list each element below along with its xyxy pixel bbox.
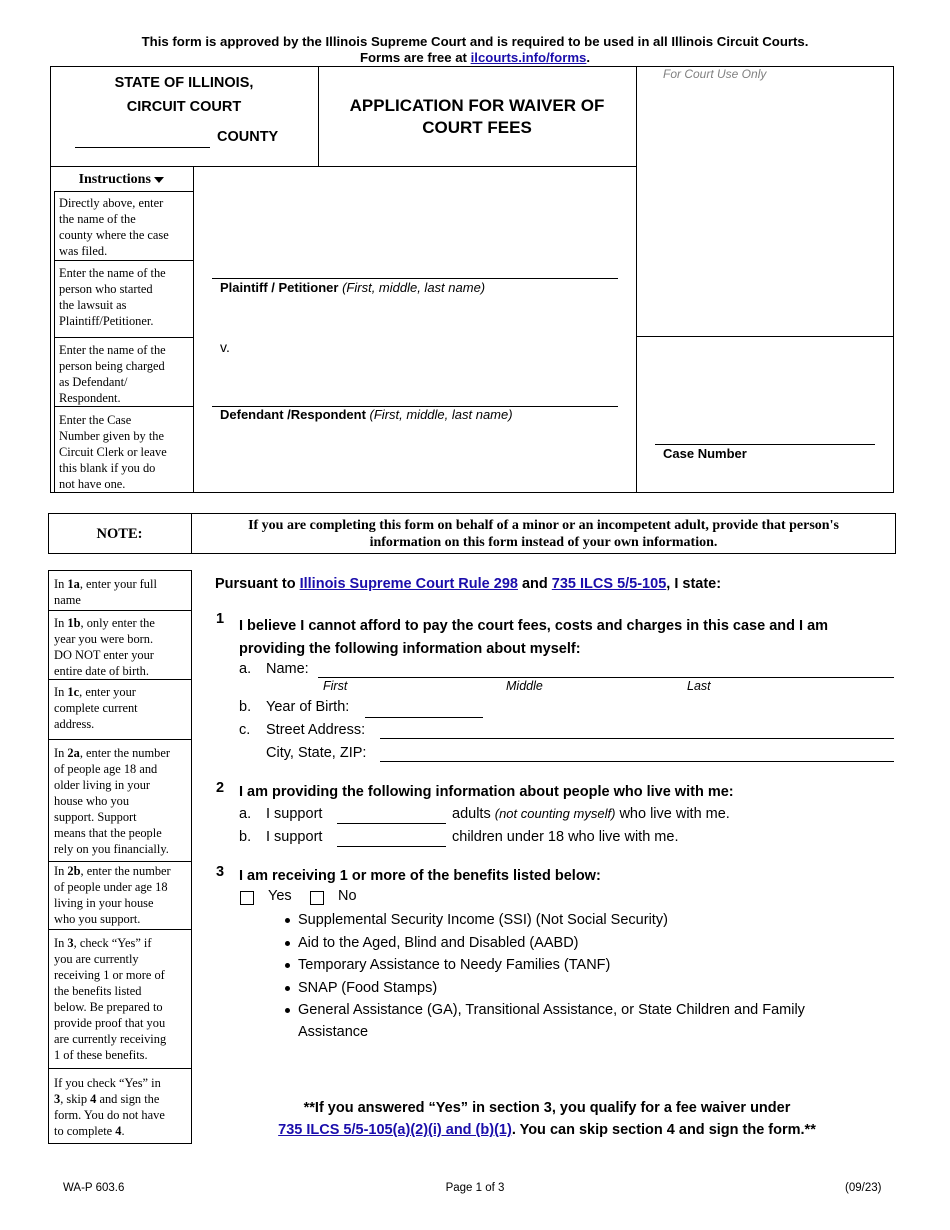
instructions-heading — [50, 172, 193, 188]
item-1c-letter: c. — [239, 722, 251, 738]
page-number: Page 1 of 3 — [445, 1182, 505, 1194]
city-state-zip-field[interactable] — [380, 761, 894, 762]
plaintiff-field[interactable] — [212, 278, 618, 279]
benefit-ssi: Supplemental Security Income (SSI) (Not Social Security) — [298, 912, 668, 928]
benefit-aabd: Aid to the Aged, Blind and Disabled (AABD) — [298, 935, 579, 951]
bullet-icon — [285, 963, 290, 968]
children-suffix: children under 18 who live with me. — [452, 829, 679, 845]
item-2a-letter: a. — [239, 806, 252, 822]
case-number-label: Case Number — [663, 446, 747, 461]
form-title — [318, 95, 636, 139]
last-name-caption: Last — [687, 679, 711, 693]
section-3-number: 3 — [216, 864, 225, 880]
instruction-case-number: Enter the Case Number given by the Circuit Clerk or leave this blank if you do not have one. — [59, 413, 167, 491]
instruction-2a: In 2a, enter the number of people age 18 and older living in your house who you support. Support means that the people rely on you financially. — [54, 746, 170, 856]
approval-line-1: This form is approved by the Illinois Supreme Court and is required to be used in all Illinois Circuit Courts. — [141, 34, 809, 49]
form-title-line-1: APPLICATION FOR WAIVER OF — [349, 96, 605, 115]
instruction-1a: In 1a, enter your full name — [54, 577, 157, 607]
court-use-label: For Court Use Only — [663, 67, 767, 81]
item-1a-letter: a. — [239, 661, 252, 677]
form-title-line-2: COURT FEES — [422, 118, 532, 137]
name-field[interactable] — [318, 677, 894, 678]
yes-label: Yes — [268, 888, 292, 904]
court-label: CIRCUIT COURT — [126, 99, 242, 115]
approval-line-2 — [0, 50, 950, 65]
bullet-icon — [285, 1008, 290, 1013]
qualify-ilcs-link[interactable]: 735 ILCS 5/5-105(a)(2)(i) and (b)(1) — [278, 1122, 512, 1138]
plaintiff-hint: (First, middle, last name) — [342, 280, 486, 295]
caret-down-icon — [154, 177, 164, 183]
year-of-birth-field[interactable] — [365, 717, 483, 718]
county-label: COUNTY — [217, 129, 279, 145]
forms-link[interactable]: ilcourts.info/forms — [470, 50, 587, 65]
instruction-county: Directly above, enter the name of the county where the case was filed. — [59, 196, 169, 258]
case-number-field[interactable] — [655, 444, 875, 445]
item-2b-letter: b. — [239, 829, 252, 845]
adults-suffix: adults (not counting myself) who live with me. — [452, 806, 730, 822]
defendant-caption — [220, 407, 513, 422]
approval-prefix: Forms are free at — [359, 50, 471, 65]
qualify-line-2: 735 ILCS 5/5-105(a)(2)(i) and (b)(1). You can skip section 4 and sign the form.** — [278, 1122, 816, 1138]
ilcs-link[interactable]: 735 ILCS 5/5-105 — [551, 576, 667, 592]
county-field[interactable] — [75, 147, 210, 148]
instruction-defendant: Enter the name of the person being charged as Defendant/ Respondent. — [59, 343, 166, 405]
plaintiff-label: Plaintiff / Petitioner — [220, 280, 339, 295]
approval-suffix: . — [586, 50, 591, 65]
bullet-icon — [285, 941, 290, 946]
instruction-3: In 3, check “Yes” if you are currently receiving 1 or more of the benefits listed below. Be prepared to provide proof that you are currently receiving 1 of these benefits. — [54, 936, 167, 1062]
note-line-1: If you are completing this form on behalf of a minor or an incompetent adult, provide that person's — [248, 518, 839, 533]
note-label: NOTE: — [96, 526, 143, 542]
year-of-birth-label: Year of Birth: — [266, 699, 350, 715]
qualify-note — [192, 1097, 902, 1141]
bullet-icon — [285, 918, 290, 923]
benefit-general-assistance: General Assistance (GA), Transitional Assistance, or State Children and Family — [298, 1002, 805, 1018]
city-state-zip-label: City, State, ZIP: — [266, 745, 367, 761]
defendant-hint: (First, middle, last name) — [369, 407, 513, 422]
section-1-number: 1 — [216, 611, 225, 627]
section-2-number: 2 — [216, 780, 225, 796]
instruction-4: If you check “Yes” in 3, skip 4 and sign the form. You do not have to complete 4. — [54, 1076, 165, 1138]
instruction-plaintiff: Enter the name of the person who started the lawsuit as Plaintiff/Petitioner. — [59, 266, 166, 328]
section-3-heading: I am receiving 1 or more of the benefits listed below: — [239, 868, 601, 884]
street-address-label: Street Address: — [266, 722, 366, 738]
adults-count-field[interactable] — [337, 823, 446, 824]
form-id: WA-P 603.6 — [63, 1182, 125, 1194]
defendant-label: Defendant /Respondent — [220, 407, 366, 422]
rule-298-link[interactable]: Illinois Supreme Court Rule 298 — [299, 576, 518, 592]
approval-notice — [0, 34, 950, 65]
benefit-tanf: Temporary Assistance to Needy Families (TANF) — [298, 957, 611, 973]
yes-checkbox[interactable] — [240, 891, 254, 905]
support-children-label: I support — [266, 829, 323, 845]
children-count-field[interactable] — [337, 846, 446, 847]
pursuant-statement: Pursuant to Illinois Supreme Court Rule 298 and 735 ILCS 5/5-105, I state: — [215, 576, 722, 592]
first-name-caption: First — [323, 679, 348, 693]
court-heading — [50, 72, 318, 118]
no-checkbox[interactable] — [310, 891, 324, 905]
bullet-icon — [285, 986, 290, 991]
revision-date: (09/23) — [845, 1182, 882, 1194]
section-1-heading: I believe I cannot afford to pay the court fees, costs and charges in this case and I am providing the following information about myself: — [239, 618, 829, 657]
item-1b-letter: b. — [239, 699, 252, 715]
note-line-2: information on this form instead of your own information. — [369, 535, 718, 550]
qualify-line-1: **If you answered “Yes” in section 3, you qualify for a fee waiver under — [303, 1100, 791, 1116]
middle-name-caption: Middle — [506, 679, 543, 693]
plaintiff-caption — [220, 280, 485, 295]
instructions-heading-text: Instructions — [78, 172, 151, 187]
instruction-2b: In 2b, enter the number of people under age 18 living in your house who you support. — [54, 864, 171, 926]
state-label: STATE OF ILLINOIS, — [114, 75, 254, 91]
support-adults-label: I support — [266, 806, 323, 822]
no-label: No — [338, 888, 357, 904]
benefit-snap: SNAP (Food Stamps) — [298, 980, 438, 996]
versus-label: v. — [220, 339, 230, 355]
street-address-field[interactable] — [380, 738, 894, 739]
section-2-heading: I am providing the following information about people who live with me: — [239, 784, 734, 800]
instruction-1c: In 1c, enter your complete current address. — [54, 685, 138, 731]
name-label: Name: — [266, 661, 309, 677]
instruction-1b: In 1b, only enter the year you were born. DO NOT enter your entire date of birth. — [54, 616, 155, 678]
benefit-general-assistance-cont: Assistance — [298, 1024, 369, 1040]
note-text — [192, 517, 895, 551]
